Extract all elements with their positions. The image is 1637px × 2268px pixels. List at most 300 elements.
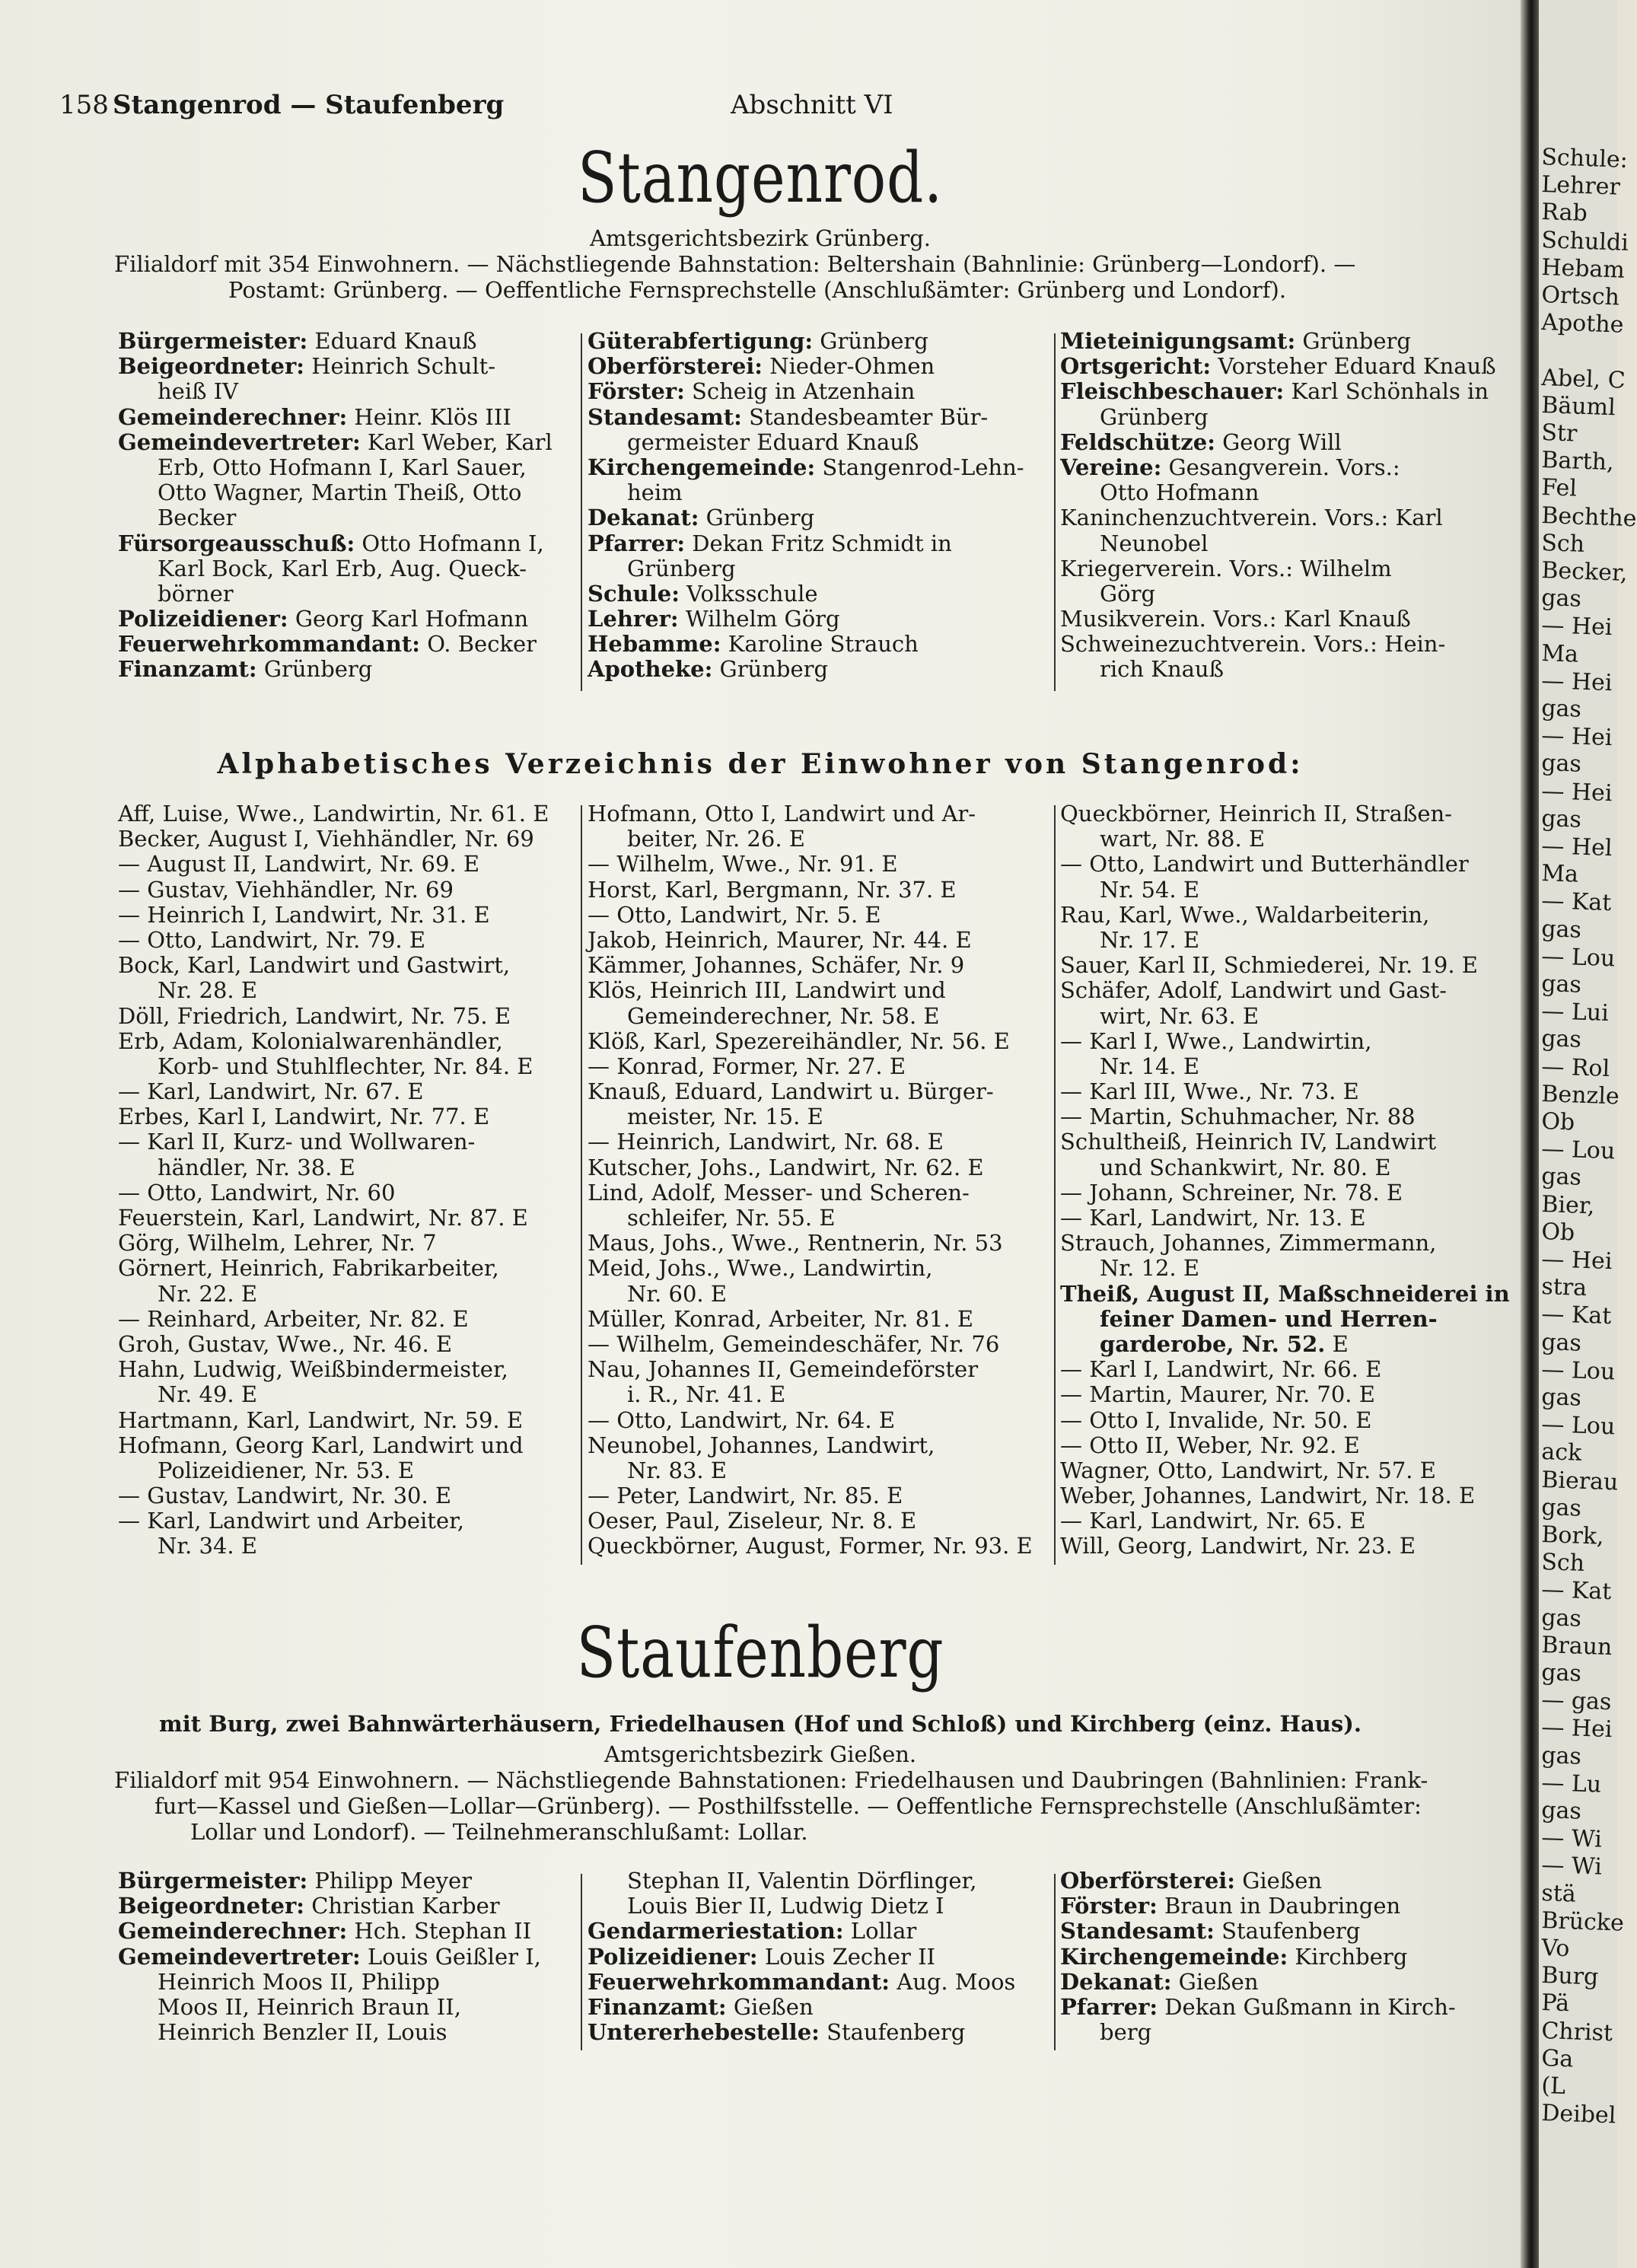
entry-line — [118, 1534, 575, 1559]
next-page-fragment: Bier, — [1540, 1190, 1595, 1220]
entry-text: — Gustav, Landwirt, Nr. 30. E — [118, 1483, 452, 1509]
entry-line — [1060, 531, 1517, 556]
next-page-fragment: — Hel — [1540, 833, 1613, 862]
next-page-fragment: Bäuml — [1540, 391, 1616, 422]
entry-label: Hebamme: — [588, 631, 721, 658]
entry-text: Hahn, Ludwig, Weißbindermeister, — [118, 1356, 508, 1383]
entry-line — [588, 2020, 1044, 2045]
entry-text: und Schankwirt, Nr. 80. E — [1100, 1154, 1391, 1180]
next-page-fragment: Hebam — [1540, 253, 1626, 284]
column-rule — [1054, 333, 1056, 691]
next-page-fragment: stä — [1540, 1879, 1577, 1908]
entry-line — [1060, 1894, 1517, 1919]
entry-line — [588, 379, 1044, 404]
entry-label: Finanzamt: — [118, 656, 257, 683]
entry-text: — Otto, Landwirt und Butterhändler — [1060, 851, 1469, 878]
entry-label: Standesamt: — [1060, 1918, 1215, 1945]
entry-text: Heinrich Schult- — [304, 353, 496, 380]
entry-label: Bürgermeister: — [118, 1868, 308, 1894]
entry-text: Gesangverein. Vors.: — [1161, 454, 1400, 480]
entry-line — [588, 430, 1044, 455]
next-page-fragment: gas — [1540, 1797, 1582, 1825]
entry-line — [1060, 405, 1517, 430]
entry-label: Dekanat: — [588, 505, 699, 531]
entry-line — [1060, 1155, 1517, 1180]
entry-line — [118, 657, 575, 682]
entry-line — [588, 657, 1044, 682]
next-page-fragment: — Kat — [1540, 1576, 1612, 1606]
entry-line — [118, 1104, 575, 1129]
directory-title: Alphabetisches Verzeichnis der Einwohner von Stangenrod: — [217, 748, 1304, 780]
entry-line — [588, 1256, 1044, 1281]
entry-text: Horst, Karl, Bergmann, Nr. 37. E — [588, 876, 957, 903]
entry-line — [588, 1894, 1044, 1919]
entry-line — [1060, 1180, 1517, 1206]
entry-text: schleifer, Nr. 55. E — [627, 1205, 836, 1231]
entry-label: Ortsgericht: — [1060, 353, 1212, 380]
next-page-fragment: Schuldi — [1540, 226, 1629, 256]
entry-line — [118, 2020, 575, 2045]
residents-col-3 — [1060, 801, 1517, 1559]
next-page-edge — [1539, 0, 1637, 2268]
entry-text: berg — [1100, 2019, 1152, 2046]
next-page-fragment: — Hei — [1540, 1714, 1613, 1744]
entry-line — [118, 480, 575, 505]
entry-label: Untererhebestelle: — [588, 2019, 820, 2046]
entry-text: Neunobel — [1100, 530, 1209, 556]
entry-line — [588, 827, 1044, 852]
entry-line — [588, 1307, 1044, 1332]
entry-label: Förster: — [1060, 1893, 1158, 1919]
staufenberg-court: Amtsgerichtsbezirk Gießen. — [604, 1741, 917, 1767]
entry-line — [1060, 505, 1517, 530]
entry-line — [118, 1256, 575, 1281]
entry-text: Grünberg — [1295, 328, 1411, 354]
entry-line — [118, 1231, 575, 1256]
next-page-fragment: — Wi — [1540, 1824, 1603, 1853]
entry-line — [118, 455, 575, 480]
entry-line — [1060, 1868, 1517, 1894]
entry-text: Moos II, Heinrich Braun II, — [158, 1993, 461, 2020]
entry-text: Heinr. Klös III — [347, 403, 511, 430]
entry-line — [1060, 581, 1517, 607]
entry-text: Gießen — [1171, 1968, 1259, 1995]
next-page-fragment: Bechthe — [1540, 502, 1637, 532]
entry-text: Nr. 34. E — [158, 1533, 257, 1559]
entry-text: germeister Eduard Knauß — [627, 428, 919, 455]
entry-line — [1060, 1307, 1517, 1332]
entry-line — [588, 928, 1044, 953]
entry-text: — Heinrich, Landwirt, Nr. 68. E — [588, 1129, 944, 1155]
entry-text: Grünberg — [256, 656, 373, 683]
entry-line — [588, 556, 1044, 581]
entry-label: Fürsorgeausschuß: — [118, 530, 355, 556]
staufenberg-officials-col-3 — [1060, 1868, 1517, 2045]
entry-text: — Karl II, Kurz- und Wollwaren- — [118, 1129, 476, 1155]
entry-text: Nr. 54. E — [1100, 876, 1199, 903]
entry-text: E — [1325, 1330, 1349, 1357]
entry-text: rich Knauß — [1100, 656, 1224, 683]
entry-text: Volksschule — [679, 580, 818, 607]
section-label: Abschnitt VI — [731, 90, 893, 120]
entry-label: Feldschütze: — [1060, 428, 1215, 455]
entry-label: Beigeordneter: — [118, 353, 304, 380]
next-page-fragment: Abel, C — [1540, 364, 1626, 394]
entry-text: Nieder-Ohmen — [763, 353, 935, 380]
entry-line — [588, 1508, 1044, 1534]
next-page-fragment: — Lou — [1540, 1355, 1616, 1386]
entry-line — [588, 1919, 1044, 1944]
entry-line — [1060, 1206, 1517, 1231]
next-page-fragment: — Lou — [1540, 942, 1616, 973]
entry-line — [588, 505, 1044, 530]
entry-text: Hofmann, Georg Karl, Landwirt und — [118, 1432, 524, 1458]
entry-text: — Karl III, Wwe., Nr. 73. E — [1060, 1078, 1359, 1105]
entry-line — [588, 531, 1044, 556]
entry-text: — Karl I, Wwe., Landwirtin, — [1060, 1027, 1372, 1054]
entry-line — [588, 1382, 1044, 1407]
entry-text: — Karl, Landwirt, Nr. 65. E — [1060, 1508, 1366, 1534]
column-rule — [581, 333, 582, 691]
entry-label: Gemeinderechner: — [118, 403, 348, 430]
entry-text: Aug. Moos — [889, 1968, 1016, 1995]
entry-line — [1060, 1458, 1517, 1483]
entry-text: Oeser, Paul, Ziseleur, Nr. 8. E — [588, 1508, 917, 1534]
next-page-fragment: Sch — [1540, 529, 1585, 558]
entry-line — [1060, 1332, 1517, 1357]
next-page-fragment: gas — [1540, 970, 1582, 999]
entry-line — [1060, 1282, 1517, 1307]
entry-label: garderobe, Nr. 52. — [1100, 1330, 1326, 1357]
next-page-fragment: gas — [1540, 585, 1582, 613]
entry-line — [1060, 632, 1517, 657]
next-page-fragment: — Hei — [1540, 777, 1613, 807]
entry-line — [118, 903, 575, 928]
entry-text: Müller, Konrad, Arbeiter, Nr. 81. E — [588, 1305, 974, 1332]
staufenberg-subtitle: mit Burg, zwei Bahnwärterhäusern, Friedelhausen (Hof und Schloß) und Kirchberg (einz. Haus). — [159, 1711, 1362, 1737]
entry-text: Otto Wagner, Martin Theiß, Otto — [158, 479, 522, 506]
entry-line — [588, 1104, 1044, 1129]
entry-text: Feuerstein, Karl, Landwirt, Nr. 87. E — [118, 1205, 528, 1231]
entry-text: Lollar — [843, 1918, 917, 1945]
entry-line — [588, 1970, 1044, 1995]
running-title: Stangenrod — Staufenberg — [113, 90, 505, 120]
entry-line — [1060, 1919, 1517, 1944]
staufenberg-intro-3: Lollar und Londorf). — Teilnehmeranschlußamt: Lollar. — [190, 1819, 808, 1845]
entry-line — [588, 1458, 1044, 1483]
entry-line — [1060, 1970, 1517, 1995]
entry-line — [588, 581, 1044, 607]
entry-text: Dekan Fritz Schmidt in — [685, 530, 952, 556]
entry-line — [1060, 657, 1517, 682]
entry-text: Otto Hofmann — [1100, 479, 1260, 506]
entry-line — [1060, 1054, 1517, 1079]
entry-line — [588, 1332, 1044, 1357]
entry-line — [118, 801, 575, 827]
entry-text: Erb, Otto Hofmann I, Karl Sauer, — [158, 454, 527, 480]
entry-text: Standesbeamter Bür- — [741, 403, 989, 430]
next-page-fragment: — Rol — [1540, 1053, 1610, 1082]
next-page-fragment: — Wi — [1540, 1852, 1603, 1881]
entry-line — [588, 1155, 1044, 1180]
next-page-fragment: gas — [1540, 1163, 1582, 1192]
entry-label: Feuerwehrkommandant: — [118, 631, 420, 658]
next-page-fragment: Ma — [1540, 860, 1579, 888]
entry-line — [1060, 827, 1517, 852]
entry-line — [588, 1357, 1044, 1382]
entry-text: Stangenrod-Lehn- — [815, 454, 1024, 480]
entry-text: Görg — [1100, 580, 1156, 607]
entry-text: Queckbörner, August, Former, Nr. 93. E — [588, 1533, 1033, 1559]
entry-line — [118, 505, 575, 530]
entry-text: Nr. 12. E — [1100, 1255, 1199, 1282]
next-page-fragment: gas — [1540, 915, 1582, 944]
entry-line — [588, 1029, 1044, 1054]
entry-label: Güterabfertigung: — [588, 328, 814, 354]
entry-label: Oberförsterei: — [1060, 1868, 1235, 1894]
entry-text: Gießen — [1235, 1868, 1323, 1894]
next-page-fragment: — Hei — [1540, 612, 1613, 642]
entry-line — [588, 1945, 1044, 1970]
entry-line — [118, 556, 575, 581]
entry-text: Döll, Friedrich, Landwirt, Nr. 75. E — [118, 1002, 511, 1029]
entry-line — [1060, 903, 1517, 928]
next-page-fragment: — gas — [1540, 1687, 1613, 1716]
entry-label: Oberförsterei: — [588, 353, 763, 380]
entry-line — [1060, 480, 1517, 505]
stangenrod-title: Stangenrod. — [578, 137, 943, 218]
entry-text: Dekan Gußmann in Kirch- — [1158, 1993, 1456, 2020]
entry-line — [588, 1408, 1044, 1433]
entry-text: wirt, Nr. 63. E — [1100, 1002, 1260, 1029]
entry-label: Lehrer: — [588, 606, 679, 632]
entry-text: — Wilhelm, Gemeindeschäfer, Nr. 76 — [588, 1330, 1000, 1357]
entry-line — [118, 1894, 575, 1919]
entry-text: Rau, Karl, Wwe., Waldarbeiterin, — [1060, 901, 1430, 928]
entry-line — [1060, 1995, 1517, 2020]
entry-text: Kriegerverein. Vors.: Wilhelm — [1060, 555, 1392, 581]
entry-line — [118, 1004, 575, 1029]
entry-text: Staufenberg — [819, 2019, 966, 2046]
entry-text: Klös, Heinrich III, Landwirt und — [588, 977, 946, 1004]
entry-text: Kutscher, Johs., Landwirt, Nr. 62. E — [588, 1154, 984, 1180]
entry-line — [588, 852, 1044, 877]
entry-line — [1060, 1256, 1517, 1281]
stangenrod-court: Amtsgerichtsbezirk Grünberg. — [590, 225, 931, 251]
entry-text: beiter, Nr. 26. E — [627, 826, 805, 852]
entry-line — [588, 1995, 1044, 2020]
stangenrod-intro-1: Filialdorf mit 354 Einwohnern. — Nächstliegende Bahnstation: Beltershain (Bahnlinie: Grünberg—Londorf). — — [114, 251, 1356, 277]
entry-text: Braun in Daubringen — [1157, 1893, 1401, 1919]
entry-line — [1060, 329, 1517, 354]
column-rule — [1054, 805, 1056, 1565]
next-page-fragment: Benzle — [1540, 1080, 1620, 1110]
entry-line — [588, 1206, 1044, 1231]
entry-line — [1060, 1104, 1517, 1129]
entry-line — [118, 978, 575, 1003]
entry-line — [118, 928, 575, 953]
entry-label: Gemeindevertreter: — [118, 428, 361, 455]
next-page-fragment: gas — [1540, 1384, 1582, 1412]
entry-line — [1060, 801, 1517, 827]
next-page-fragment: — Hei — [1540, 722, 1613, 752]
next-page-fragment: gas — [1540, 750, 1582, 779]
entry-text: Nr. 14. E — [1100, 1053, 1199, 1079]
next-page-fragment: Ga — [1540, 2044, 1574, 2073]
entry-line — [118, 1995, 575, 2020]
entry-label: Gemeindevertreter: — [118, 1943, 361, 1970]
next-page-fragment: — Lui — [1540, 998, 1610, 1027]
next-page-fragment: — Kat — [1540, 1301, 1612, 1330]
entry-line — [1060, 852, 1517, 877]
entry-text: — Karl, Landwirt, Nr. 67. E — [118, 1078, 424, 1105]
entry-line — [588, 405, 1044, 430]
next-page-fragment: Ma — [1540, 639, 1579, 668]
entry-text: Scheig in Atzenhain — [684, 378, 916, 405]
entry-text: Görg, Wilhelm, Lehrer, Nr. 7 — [118, 1230, 437, 1257]
entry-text: — Otto, Landwirt, Nr. 5. E — [588, 901, 881, 928]
next-page-fragment: Becker, — [1540, 557, 1629, 587]
entry-line — [1060, 455, 1517, 480]
entry-text: Becker — [158, 505, 237, 531]
next-page-fragment: Str — [1540, 419, 1578, 448]
entry-text: Klöß, Karl, Spezereihändler, Nr. 56. E — [588, 1027, 1010, 1054]
entry-line — [118, 632, 575, 657]
entry-line — [1060, 1382, 1517, 1407]
entry-text: — Otto I, Invalide, Nr. 50. E — [1060, 1406, 1372, 1433]
entry-line — [588, 953, 1044, 978]
next-page-fragment: Braun — [1540, 1631, 1613, 1661]
residents-col-1 — [118, 801, 575, 1559]
entry-text: Staufenberg — [1214, 1918, 1361, 1945]
entry-line — [1060, 556, 1517, 581]
entry-line — [1060, 1508, 1517, 1534]
next-page-fragment: Barth, — [1540, 447, 1615, 476]
staufenberg-officials-col-2 — [588, 1868, 1044, 2045]
entry-text: Neunobel, Johannes, Landwirt, — [588, 1432, 935, 1458]
entry-line — [588, 1180, 1044, 1206]
entry-text: Karoline Strauch — [721, 631, 919, 658]
entry-line — [118, 405, 575, 430]
entry-line — [118, 1307, 575, 1332]
entry-text: — Otto, Landwirt, Nr. 60 — [118, 1179, 396, 1206]
entry-text: Erb, Adam, Kolonialwarenhändler, — [118, 1027, 503, 1054]
entry-line — [588, 801, 1044, 827]
entry-text: Jakob, Heinrich, Maurer, Nr. 44. E — [588, 926, 972, 953]
entry-text: Nau, Johannes II, Gemeindeförster — [588, 1356, 979, 1383]
entry-line — [118, 607, 575, 632]
entry-text: Louis Bier II, Ludwig Dietz I — [627, 1893, 944, 1919]
entry-line — [118, 379, 575, 404]
page-number: 158 — [59, 90, 109, 120]
entry-line — [1060, 1079, 1517, 1104]
next-page-fragment: Vo — [1540, 1935, 1570, 1963]
entry-text: Grünberg — [1100, 403, 1209, 430]
entry-line — [118, 1483, 575, 1508]
entry-line — [118, 354, 575, 379]
entry-text: Wilhelm Görg — [678, 606, 840, 632]
entry-text: Will, Georg, Landwirt, Nr. 23. E — [1060, 1533, 1416, 1559]
next-page-fragment: — Lou — [1540, 1136, 1616, 1165]
entry-text: Nr. 49. E — [158, 1381, 257, 1408]
entry-line — [588, 1129, 1044, 1155]
next-page-fragment: Schule: — [1540, 144, 1629, 174]
entry-text: Schweinezuchtverein. Vors.: Hein- — [1060, 631, 1446, 658]
entry-line — [1060, 1129, 1517, 1155]
next-page-fragment: — Hei — [1540, 667, 1613, 697]
entry-line — [118, 827, 575, 852]
entry-line — [1060, 1029, 1517, 1054]
entry-text: Hofmann, Otto I, Landwirt und Ar- — [588, 801, 976, 827]
entry-text: Karl Schönhals in — [1284, 378, 1489, 405]
next-page-fragment: Bierau — [1540, 1466, 1619, 1496]
entry-line — [1060, 1945, 1517, 1970]
entry-line — [118, 1282, 575, 1307]
next-page-fragment: gas — [1540, 1493, 1582, 1522]
entry-line — [1060, 1231, 1517, 1256]
entry-text: — Martin, Schuhmacher, Nr. 88 — [1060, 1104, 1416, 1130]
staufenberg-intro-2: furt—Kassel und Gießen—Lollar—Grünberg). — Posthilfsstelle. — Oeffentliche Fernsprechstelle (Anschlußämter: — [154, 1793, 1422, 1819]
entry-line — [118, 1029, 575, 1054]
entry-line — [1060, 2020, 1517, 2045]
entry-label: Mieteinigungsamt: — [1060, 328, 1296, 354]
entry-label: Schule: — [588, 580, 680, 607]
entry-line — [118, 852, 575, 877]
entry-line — [1060, 953, 1517, 978]
entry-label: Kirchengemeinde: — [588, 454, 816, 480]
entry-text: Hartmann, Karl, Landwirt, Nr. 59. E — [118, 1406, 524, 1433]
entry-text: Nr. 17. E — [1100, 926, 1199, 953]
entry-label: Vereine: — [1060, 454, 1162, 480]
entry-line — [1060, 1357, 1517, 1382]
stangenrod-officials-col-2 — [588, 329, 1044, 683]
entry-text: — Martin, Maurer, Nr. 70. E — [1060, 1381, 1375, 1408]
entry-text: — August II, Landwirt, Nr. 69. E — [118, 851, 480, 878]
entry-line — [588, 978, 1044, 1003]
entry-line — [588, 1483, 1044, 1508]
next-page-fragment: gas — [1540, 1604, 1582, 1633]
entry-line — [1060, 1004, 1517, 1029]
entry-text: Stephan II, Valentin Dörflinger, — [627, 1868, 977, 1894]
entry-text: Kaninchenzuchtverein. Vors.: Karl — [1060, 505, 1443, 531]
entry-line — [118, 1054, 575, 1079]
entry-line — [588, 1534, 1044, 1559]
entry-label: Gemeinderechner: — [118, 1918, 348, 1945]
entry-label: Pfarrer: — [1060, 1993, 1158, 2020]
entry-text: — Johann, Schreiner, Nr. 78. E — [1060, 1179, 1403, 1206]
book-gutter — [1521, 0, 1539, 2268]
next-page-fragment: gas — [1540, 695, 1582, 723]
entry-text: Louis Zecher II — [757, 1943, 935, 1970]
entry-label: Standesamt: — [588, 403, 742, 430]
next-page-fragment: stra — [1540, 1273, 1588, 1302]
entry-line — [588, 354, 1044, 379]
entry-text: Wagner, Otto, Landwirt, Nr. 57. E — [1060, 1457, 1436, 1483]
entry-text: meister, Nr. 15. E — [627, 1104, 823, 1130]
next-page-fragment: gas — [1540, 1659, 1582, 1687]
entry-text: — Karl I, Landwirt, Nr. 66. E — [1060, 1356, 1382, 1383]
entry-line — [118, 1868, 575, 1894]
entry-line — [118, 329, 575, 354]
entry-label: Fleischbeschauer: — [1060, 378, 1285, 405]
entry-line — [1060, 354, 1517, 379]
entry-text: Grünberg — [627, 555, 736, 581]
entry-text: Grünberg — [813, 328, 928, 354]
next-page-fragment: Bork, — [1540, 1521, 1605, 1550]
entry-text: Karl Weber, Karl — [360, 428, 553, 455]
entry-line — [1060, 928, 1517, 953]
column-rule — [581, 1874, 582, 2050]
